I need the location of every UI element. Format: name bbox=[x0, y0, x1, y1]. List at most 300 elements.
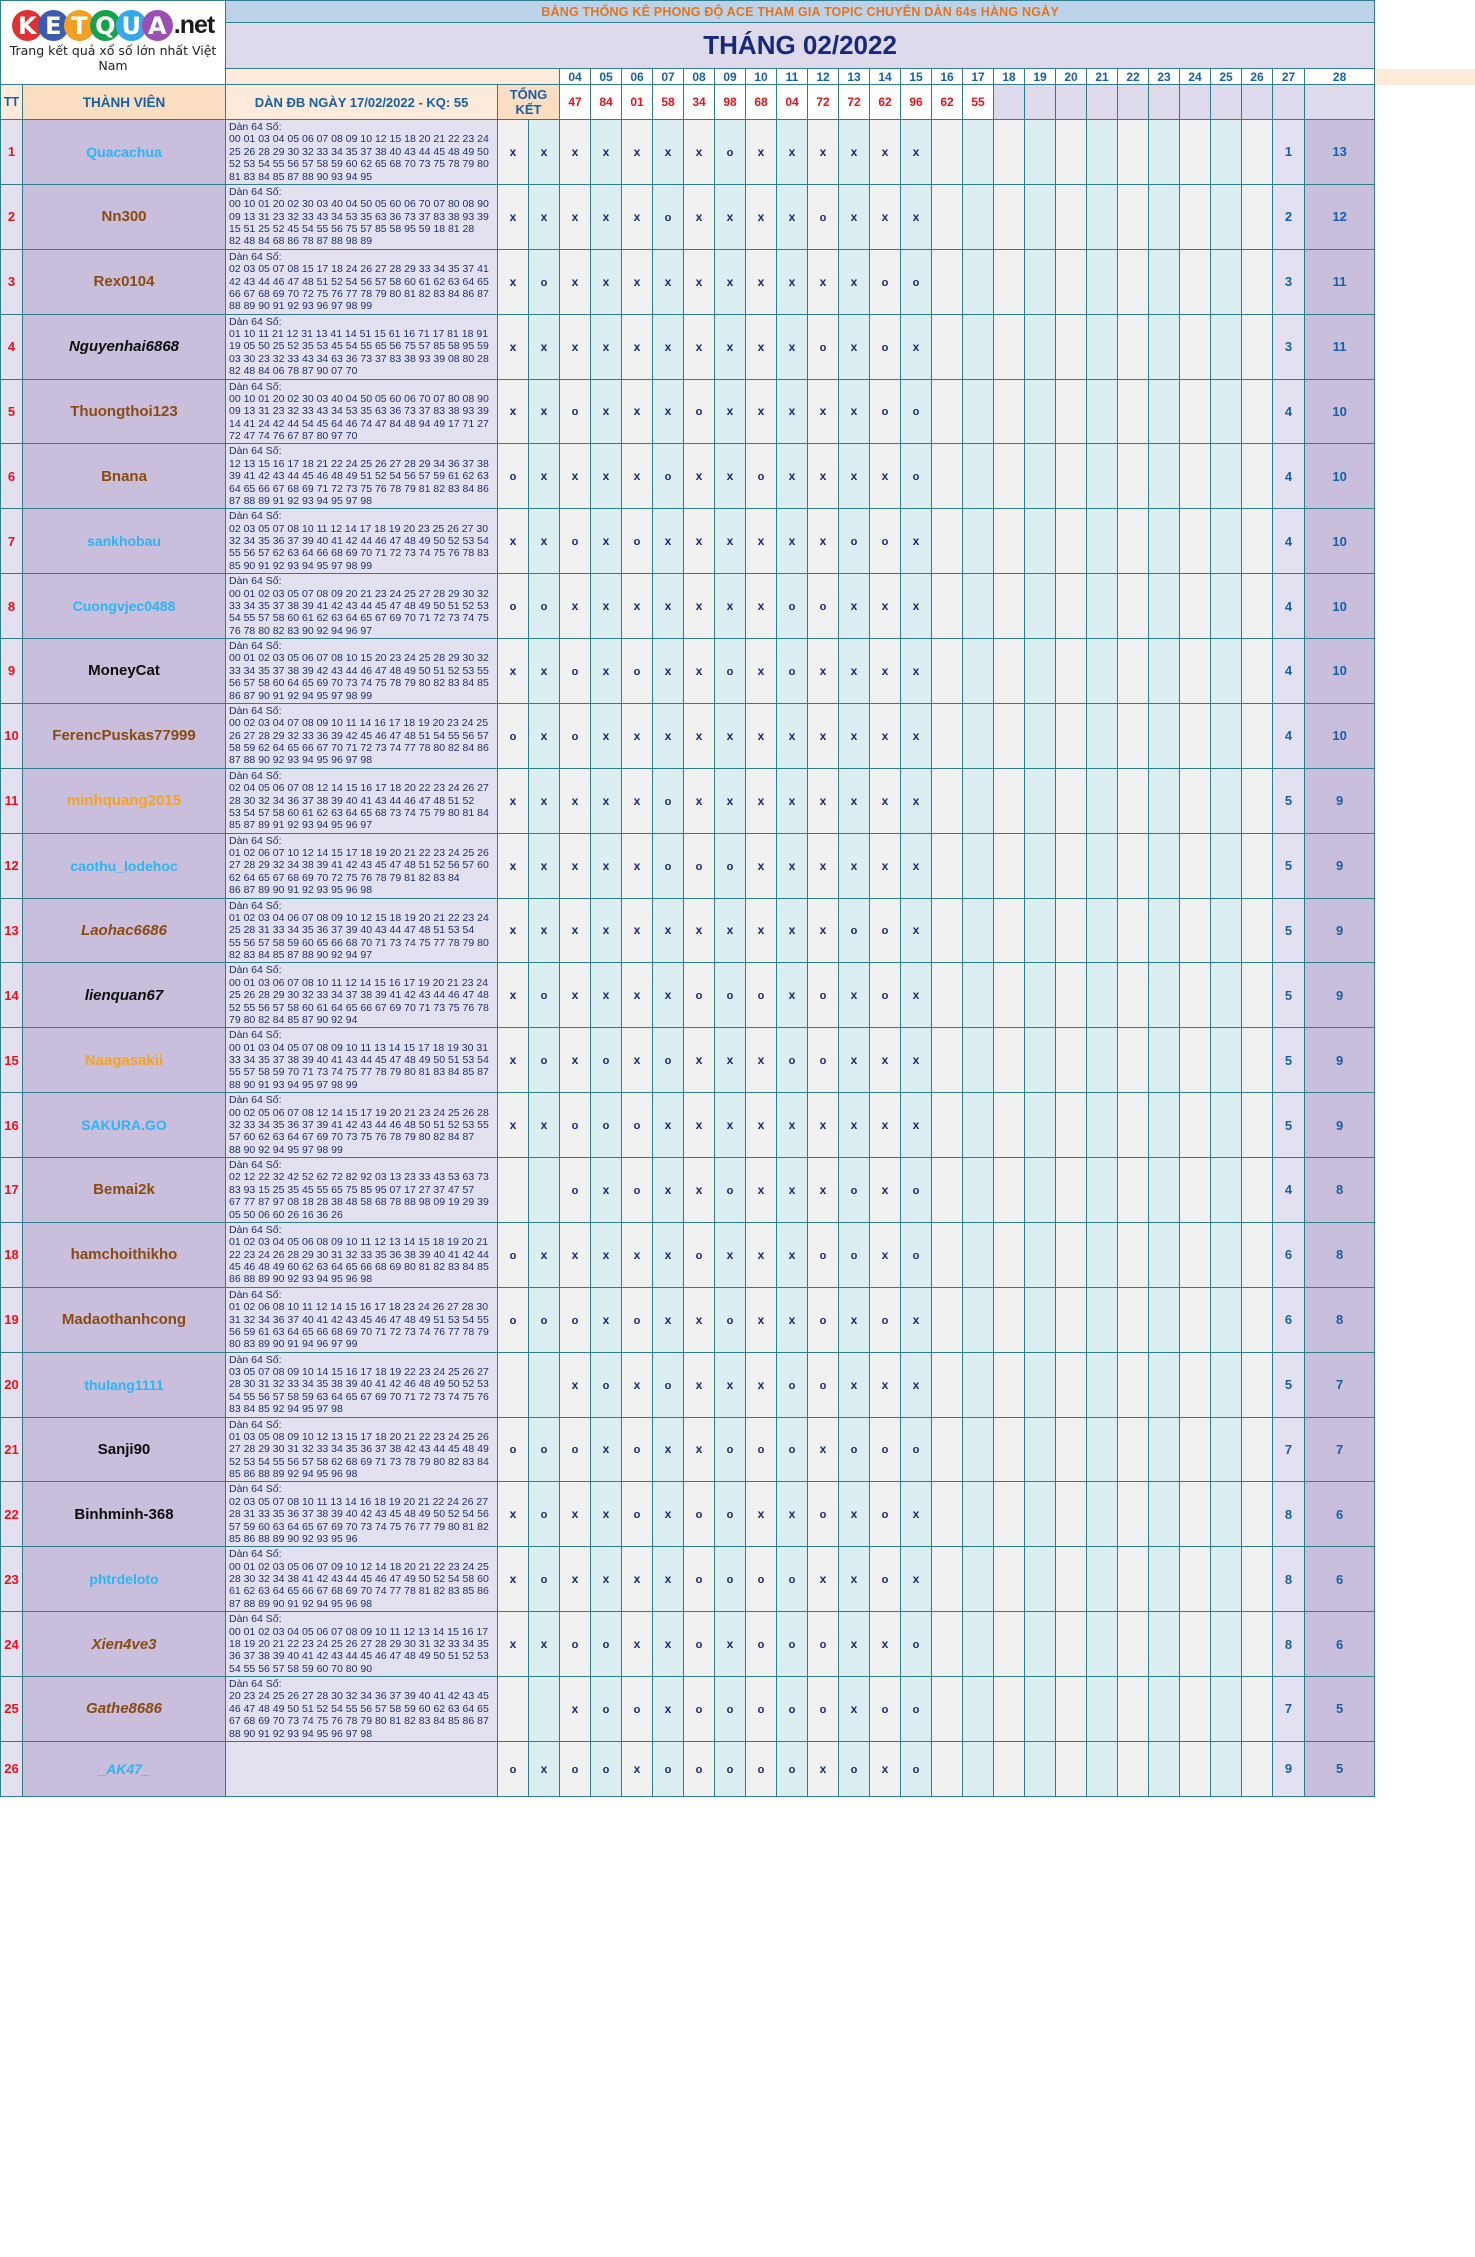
circle-mark-icon: o bbox=[788, 601, 796, 614]
mark-cell bbox=[870, 314, 901, 379]
dan-numbers bbox=[226, 833, 498, 898]
mark-cell bbox=[622, 1287, 653, 1352]
mark-cell bbox=[808, 1741, 839, 1796]
mark-cell bbox=[1056, 1547, 1087, 1612]
row-index: 6 bbox=[1, 444, 23, 509]
dan-numbers bbox=[226, 120, 498, 185]
cross-mark-icon: x bbox=[912, 339, 920, 354]
dan-line: 03 05 07 08 09 10 14 15 16 17 18 19 22 23 24 25 26 27 bbox=[229, 1366, 489, 1378]
mark-cell bbox=[1056, 1612, 1087, 1677]
mark-cell bbox=[560, 509, 591, 574]
mark-cell bbox=[870, 1222, 901, 1287]
mark-cell bbox=[1025, 444, 1056, 509]
mark-cell bbox=[1118, 1093, 1149, 1158]
mark-cell bbox=[1211, 1612, 1242, 1677]
total-hit: 11 bbox=[1305, 249, 1375, 314]
cross-mark-icon: x bbox=[571, 1053, 579, 1068]
cross-mark-icon: x bbox=[602, 728, 610, 743]
mark-cell bbox=[963, 1028, 994, 1093]
mark-cell bbox=[1211, 509, 1242, 574]
cross-mark-icon: x bbox=[509, 534, 517, 549]
mark-cell bbox=[839, 833, 870, 898]
mark-cell bbox=[901, 703, 932, 768]
cross-mark-icon: x bbox=[912, 663, 920, 678]
mark-cell bbox=[932, 1352, 963, 1417]
result-14: 62 bbox=[870, 85, 901, 120]
member-name[interactable]: sankhobau bbox=[23, 509, 226, 574]
mark-cell bbox=[1211, 1093, 1242, 1158]
cross-mark-icon: x bbox=[509, 663, 517, 678]
dan-line: 09 13 31 23 32 33 43 34 53 35 63 36 73 37 83 38 93 39 bbox=[229, 210, 489, 223]
mark-cell bbox=[622, 120, 653, 185]
mark-cell bbox=[684, 444, 715, 509]
circle-mark-icon: o bbox=[602, 1055, 610, 1068]
total-hit: 9 bbox=[1305, 1028, 1375, 1093]
member-name[interactable]: SAKURA.GO bbox=[23, 1093, 226, 1158]
circle-mark-icon: o bbox=[757, 1639, 765, 1652]
cross-mark-icon: x bbox=[757, 923, 765, 938]
table-row bbox=[1, 768, 1475, 833]
mark-cell bbox=[1087, 314, 1118, 379]
mark-cell bbox=[839, 1547, 870, 1612]
mark-cell bbox=[901, 1417, 932, 1482]
circle-mark-icon: o bbox=[912, 1184, 920, 1197]
member-name[interactable]: Rex0104 bbox=[23, 249, 226, 314]
cross-mark-icon: x bbox=[633, 1637, 641, 1652]
total-hit: 5 bbox=[1305, 1741, 1375, 1796]
mark-cell bbox=[1087, 574, 1118, 639]
mark-cell bbox=[1180, 184, 1211, 249]
member-name[interactable]: lienquan67 bbox=[23, 963, 226, 1028]
mark-cell bbox=[994, 120, 1025, 185]
row-index: 12 bbox=[1, 833, 23, 898]
circle-mark-icon: o bbox=[509, 471, 517, 484]
mark-cell bbox=[963, 120, 994, 185]
day-header-12: 12 bbox=[808, 69, 839, 85]
mark-cell bbox=[1056, 1093, 1087, 1158]
cross-mark-icon: x bbox=[726, 209, 734, 224]
mark-cell bbox=[498, 963, 529, 1028]
member-name[interactable]: phtrdeloto bbox=[23, 1547, 226, 1612]
cross-mark-icon: x bbox=[695, 534, 703, 549]
cross-mark-icon: x bbox=[726, 339, 734, 354]
mark-cell bbox=[808, 1677, 839, 1742]
table-row bbox=[1, 379, 1475, 444]
mark-cell bbox=[1118, 574, 1149, 639]
mark-cell bbox=[994, 768, 1025, 833]
mark-cell bbox=[560, 1287, 591, 1352]
mark-cell bbox=[1118, 703, 1149, 768]
mark-cell bbox=[746, 833, 777, 898]
mark-cell bbox=[1149, 1612, 1180, 1677]
cross-mark-icon: x bbox=[695, 923, 703, 938]
mark-cell bbox=[1211, 1482, 1242, 1547]
dan-line: 87 88 89 91 92 93 94 95 97 98 bbox=[229, 494, 373, 507]
mark-cell bbox=[715, 1028, 746, 1093]
circle-mark-icon: o bbox=[850, 1444, 858, 1457]
result-27 bbox=[1273, 85, 1305, 120]
mark-cell bbox=[653, 768, 684, 833]
dan-line: 82 48 84 06 78 87 90 07 70 bbox=[229, 365, 358, 378]
circle-mark-icon: o bbox=[788, 665, 796, 678]
dan-line: 80 83 89 90 91 94 96 97 99 bbox=[229, 1338, 358, 1351]
cross-mark-icon: x bbox=[633, 274, 641, 289]
member-name[interactable]: caothu_lodehoc bbox=[23, 833, 226, 898]
dan-line: 31 32 34 36 37 40 41 42 43 45 46 47 48 49 51 53 54 55 bbox=[229, 1313, 489, 1326]
dan-numbers bbox=[226, 1612, 498, 1677]
dan-line: 01 02 06 07 10 12 14 15 17 18 19 20 21 22 23 24 25 26 bbox=[229, 847, 489, 859]
member-name[interactable]: Bnana bbox=[23, 444, 226, 509]
member-name[interactable]: _AK47_ bbox=[23, 1741, 226, 1796]
mark-cell bbox=[932, 249, 963, 314]
dan-line: 25 26 28 29 30 32 33 34 35 37 38 40 43 44 45 48 49 50 bbox=[229, 145, 489, 158]
cross-mark-icon: x bbox=[757, 1377, 765, 1392]
site-logo[interactable] bbox=[1, 1, 226, 85]
mark-cell bbox=[1025, 768, 1056, 833]
member-name[interactable]: FerencPuskas77999 bbox=[23, 703, 226, 768]
mark-cell bbox=[1242, 833, 1273, 898]
mark-cell bbox=[963, 1547, 994, 1612]
mark-cell bbox=[591, 574, 622, 639]
logo-letter-u: U bbox=[116, 10, 147, 41]
mark-cell bbox=[963, 574, 994, 639]
cross-mark-icon: x bbox=[757, 1247, 765, 1262]
mark-cell bbox=[653, 184, 684, 249]
mark-cell bbox=[870, 184, 901, 249]
total-miss: 5 bbox=[1273, 833, 1305, 898]
member-name[interactable]: hamchoithikho bbox=[23, 1222, 226, 1287]
cross-mark-icon: x bbox=[850, 1377, 858, 1392]
cross-mark-icon: x bbox=[850, 404, 858, 419]
mark-cell bbox=[746, 314, 777, 379]
mark-cell bbox=[1180, 898, 1211, 963]
mark-cell bbox=[1149, 1352, 1180, 1417]
dan-line: 55 56 57 58 59 60 65 66 68 70 71 73 74 75 77 78 79 80 bbox=[229, 936, 489, 949]
cross-mark-icon: x bbox=[695, 274, 703, 289]
member-name[interactable]: Sanji90 bbox=[23, 1417, 226, 1482]
mark-cell bbox=[746, 1352, 777, 1417]
cross-mark-icon: x bbox=[509, 1637, 517, 1652]
mark-cell bbox=[1118, 1547, 1149, 1612]
cross-mark-icon: x bbox=[819, 858, 827, 873]
circle-mark-icon: o bbox=[881, 341, 889, 354]
mark-cell bbox=[1242, 1287, 1273, 1352]
total-hit: 7 bbox=[1305, 1352, 1375, 1417]
mark-cell bbox=[715, 379, 746, 444]
row-index: 14 bbox=[1, 963, 23, 1028]
day-header-23: 23 bbox=[1149, 69, 1180, 85]
member-name[interactable]: minhquang2015 bbox=[23, 768, 226, 833]
row-index: 11 bbox=[1, 768, 23, 833]
mark-cell bbox=[963, 1352, 994, 1417]
member-name[interactable]: Madaothanhcong bbox=[23, 1287, 226, 1352]
mark-cell bbox=[1056, 1417, 1087, 1482]
member-name[interactable]: Laohac6686 bbox=[23, 898, 226, 963]
mark-cell bbox=[1242, 703, 1273, 768]
mark-cell bbox=[1149, 639, 1180, 704]
mark-cell bbox=[529, 1287, 560, 1352]
mark-cell bbox=[1087, 1028, 1118, 1093]
member-name[interactable]: Xien4ve3 bbox=[23, 1612, 226, 1677]
dan-label: Dàn 64 Số: bbox=[229, 704, 282, 717]
mark-cell bbox=[1025, 509, 1056, 574]
dan-line: 82 48 84 68 86 78 87 88 98 89 bbox=[229, 235, 373, 248]
mark-cell bbox=[1149, 1482, 1180, 1547]
circle-mark-icon: o bbox=[726, 1574, 734, 1587]
cross-mark-icon: x bbox=[881, 1377, 889, 1392]
dan-line: 09 13 31 23 32 33 43 34 53 35 63 36 73 37 83 38 93 39 bbox=[229, 405, 489, 418]
mark-cell bbox=[1242, 1741, 1273, 1796]
member-name[interactable]: Naagasakii bbox=[23, 1028, 226, 1093]
mark-cell bbox=[1087, 833, 1118, 898]
mark-cell bbox=[808, 379, 839, 444]
total-miss: 2 bbox=[1273, 184, 1305, 249]
mark-cell bbox=[1180, 768, 1211, 833]
dan-label: Dàn 64 Số: bbox=[229, 1029, 282, 1042]
result-08: 34 bbox=[684, 85, 715, 120]
day-header-17: 17 bbox=[963, 69, 994, 85]
mark-cell bbox=[963, 1158, 994, 1223]
total-hit: 10 bbox=[1305, 509, 1375, 574]
cross-mark-icon: x bbox=[633, 1377, 641, 1392]
dan-line: 00 02 05 06 07 08 12 14 15 17 19 20 21 23 24 25 26 28 bbox=[229, 1106, 489, 1119]
cross-mark-icon: x bbox=[788, 1247, 796, 1262]
cross-mark-icon: x bbox=[664, 1442, 672, 1457]
cross-mark-icon: x bbox=[695, 1377, 703, 1392]
circle-mark-icon: o bbox=[881, 1703, 889, 1716]
cross-mark-icon: x bbox=[602, 469, 610, 484]
total-hit: 11 bbox=[1305, 314, 1375, 379]
mark-cell bbox=[808, 898, 839, 963]
total-miss: 6 bbox=[1273, 1222, 1305, 1287]
mark-cell bbox=[870, 639, 901, 704]
cross-mark-icon: x bbox=[850, 793, 858, 808]
mark-cell bbox=[1242, 898, 1273, 963]
mark-cell bbox=[994, 1287, 1025, 1352]
day-header-08: 08 bbox=[684, 69, 715, 85]
mark-cell bbox=[529, 1547, 560, 1612]
cross-mark-icon: x bbox=[819, 274, 827, 289]
mark-cell bbox=[777, 184, 808, 249]
member-name[interactable]: MoneyCat bbox=[23, 639, 226, 704]
mark-cell bbox=[932, 120, 963, 185]
mark-cell bbox=[1087, 1677, 1118, 1742]
cross-mark-icon: x bbox=[726, 469, 734, 484]
cross-mark-icon: x bbox=[633, 209, 641, 224]
cross-mark-icon: x bbox=[819, 793, 827, 808]
dan-numbers bbox=[226, 1158, 498, 1223]
member-name[interactable]: Binhminh-368 bbox=[23, 1482, 226, 1547]
cross-mark-icon: x bbox=[602, 793, 610, 808]
dan-line: 88 90 91 92 93 94 95 96 97 98 bbox=[229, 1727, 373, 1740]
total-miss: 5 bbox=[1273, 898, 1305, 963]
mark-cell bbox=[1180, 1547, 1211, 1612]
mark-cell bbox=[777, 1612, 808, 1677]
member-name[interactable]: Nguyenhai6868 bbox=[23, 314, 226, 379]
mark-cell bbox=[994, 898, 1025, 963]
cross-mark-icon: x bbox=[757, 599, 765, 614]
member-name[interactable]: Cuongvjec0488 bbox=[23, 574, 226, 639]
member-name[interactable]: Bemai2k bbox=[23, 1158, 226, 1223]
mark-cell bbox=[901, 1612, 932, 1677]
mark-cell bbox=[715, 703, 746, 768]
mark-cell bbox=[498, 1028, 529, 1093]
mark-cell bbox=[1180, 1417, 1211, 1482]
mark-cell bbox=[870, 574, 901, 639]
mark-cell bbox=[963, 963, 994, 1028]
dan-label: Dàn 64 Số: bbox=[229, 1548, 282, 1561]
cross-mark-icon: x bbox=[788, 858, 796, 873]
mark-cell bbox=[560, 1352, 591, 1417]
mark-cell bbox=[560, 184, 591, 249]
total-miss: 5 bbox=[1273, 1028, 1305, 1093]
member-name[interactable]: Quacachua bbox=[23, 120, 226, 185]
logo-letter-t: T bbox=[64, 10, 95, 41]
mark-cell bbox=[1180, 1677, 1211, 1742]
dan-line: 33 34 35 37 38 39 42 43 44 46 47 48 49 50 51 52 53 55 bbox=[229, 664, 489, 677]
cross-mark-icon: x bbox=[633, 1247, 641, 1262]
circle-mark-icon: o bbox=[664, 795, 672, 808]
cross-mark-icon: x bbox=[850, 599, 858, 614]
mark-cell bbox=[498, 1352, 529, 1417]
mark-cell bbox=[746, 1612, 777, 1677]
dan-line: 64 65 66 67 68 69 71 72 73 75 76 78 79 81 82 83 84 86 bbox=[229, 482, 489, 495]
mark-cell bbox=[1025, 833, 1056, 898]
dan-line: 52 53 54 55 56 57 58 59 60 62 65 68 70 73 75 78 79 80 bbox=[229, 158, 489, 171]
mark-cell bbox=[901, 833, 932, 898]
mark-cell bbox=[560, 1677, 591, 1742]
mark-cell bbox=[591, 444, 622, 509]
result-13: 72 bbox=[839, 85, 870, 120]
cross-mark-icon: x bbox=[695, 599, 703, 614]
result-24 bbox=[1180, 85, 1211, 120]
mark-cell bbox=[1211, 1417, 1242, 1482]
mark-cell bbox=[1242, 444, 1273, 509]
circle-mark-icon: o bbox=[695, 1574, 703, 1587]
mark-cell bbox=[560, 1612, 591, 1677]
circle-mark-icon: o bbox=[912, 1444, 920, 1457]
circle-mark-icon: o bbox=[602, 1639, 610, 1652]
member-name[interactable]: Nn300 bbox=[23, 184, 226, 249]
dan-line: 62 64 65 67 68 69 70 72 75 76 78 79 81 82 83 84 bbox=[229, 871, 460, 884]
total-miss: 4 bbox=[1273, 1158, 1305, 1223]
dan-line: 86 88 89 90 92 93 94 95 96 98 bbox=[229, 1273, 373, 1286]
result-07: 58 bbox=[653, 85, 684, 120]
mark-cell bbox=[1149, 444, 1180, 509]
cross-mark-icon: x bbox=[664, 1507, 672, 1522]
mark-cell bbox=[994, 1352, 1025, 1417]
cross-mark-icon: x bbox=[602, 404, 610, 419]
mark-cell bbox=[1211, 1028, 1242, 1093]
mark-cell bbox=[622, 1222, 653, 1287]
circle-mark-icon: o bbox=[540, 990, 548, 1003]
cross-mark-icon: x bbox=[509, 144, 517, 159]
cross-mark-icon: x bbox=[788, 923, 796, 938]
dan-label: Dàn 64 Số: bbox=[229, 964, 282, 977]
cross-mark-icon: x bbox=[726, 1247, 734, 1262]
mark-cell bbox=[963, 1222, 994, 1287]
mark-cell bbox=[1056, 1158, 1087, 1223]
dan-line: 81 83 84 85 87 88 90 93 94 95 bbox=[229, 170, 373, 183]
cross-mark-icon: x bbox=[819, 534, 827, 549]
mark-cell bbox=[932, 444, 963, 509]
total-hit: 10 bbox=[1305, 574, 1375, 639]
mark-cell bbox=[622, 1612, 653, 1677]
mark-cell bbox=[839, 963, 870, 1028]
logo-letters bbox=[1, 10, 225, 41]
circle-mark-icon: o bbox=[850, 1763, 858, 1776]
mark-cell bbox=[622, 1677, 653, 1742]
mark-cell bbox=[1118, 509, 1149, 574]
cross-mark-icon: x bbox=[850, 1637, 858, 1652]
cross-mark-icon: x bbox=[912, 1118, 920, 1133]
cross-mark-icon: x bbox=[819, 1572, 827, 1587]
row-index: 23 bbox=[1, 1547, 23, 1612]
mark-cell bbox=[1056, 249, 1087, 314]
header-spacer bbox=[1375, 69, 1475, 85]
mark-cell bbox=[901, 1677, 932, 1742]
cross-mark-icon: x bbox=[602, 923, 610, 938]
mark-cell bbox=[1211, 314, 1242, 379]
dan-numbers bbox=[226, 703, 498, 768]
mark-cell bbox=[529, 1028, 560, 1093]
member-name[interactable]: Gathe8686 bbox=[23, 1677, 226, 1742]
mark-cell bbox=[839, 703, 870, 768]
dan-line: 42 43 44 46 47 48 51 52 54 56 57 58 60 61 62 63 64 65 bbox=[229, 275, 489, 288]
mark-cell bbox=[746, 249, 777, 314]
member-name[interactable]: Thuongthoi123 bbox=[23, 379, 226, 444]
mark-cell bbox=[1149, 1222, 1180, 1287]
cross-mark-icon: x bbox=[633, 728, 641, 743]
mark-cell bbox=[746, 509, 777, 574]
mark-cell bbox=[1056, 184, 1087, 249]
mark-cell bbox=[1180, 314, 1211, 379]
mark-cell bbox=[870, 703, 901, 768]
cross-mark-icon: x bbox=[881, 1247, 889, 1262]
mark-cell bbox=[1211, 1287, 1242, 1352]
dan-line: 27 28 29 30 31 32 33 34 35 36 37 38 42 43 44 45 48 49 bbox=[229, 1443, 489, 1456]
mark-cell bbox=[653, 1158, 684, 1223]
mark-cell bbox=[1242, 1093, 1273, 1158]
circle-mark-icon: o bbox=[540, 1055, 548, 1068]
mark-cell bbox=[1087, 1417, 1118, 1482]
mark-cell bbox=[715, 833, 746, 898]
mark-cell bbox=[870, 833, 901, 898]
total-miss: 5 bbox=[1273, 768, 1305, 833]
cross-mark-icon: x bbox=[571, 988, 579, 1003]
mark-cell bbox=[591, 509, 622, 574]
mark-cell bbox=[870, 963, 901, 1028]
member-name[interactable]: thulang1111 bbox=[23, 1352, 226, 1417]
total-miss: 1 bbox=[1273, 120, 1305, 185]
mark-cell bbox=[498, 509, 529, 574]
mark-cell bbox=[901, 1158, 932, 1223]
total-hit: 7 bbox=[1305, 1417, 1375, 1482]
circle-mark-icon: o bbox=[819, 1055, 827, 1068]
total-hit: 10 bbox=[1305, 703, 1375, 768]
cross-mark-icon: x bbox=[695, 663, 703, 678]
mark-cell bbox=[1180, 509, 1211, 574]
table-row bbox=[1, 1677, 1475, 1742]
dan-label: Dàn 64 Số: bbox=[229, 1418, 282, 1431]
mark-cell bbox=[808, 1417, 839, 1482]
mark-cell bbox=[1087, 1612, 1118, 1677]
cross-mark-icon: x bbox=[788, 728, 796, 743]
mark-cell bbox=[498, 1287, 529, 1352]
circle-mark-icon: o bbox=[819, 211, 827, 224]
mark-cell bbox=[591, 768, 622, 833]
mark-cell bbox=[715, 898, 746, 963]
